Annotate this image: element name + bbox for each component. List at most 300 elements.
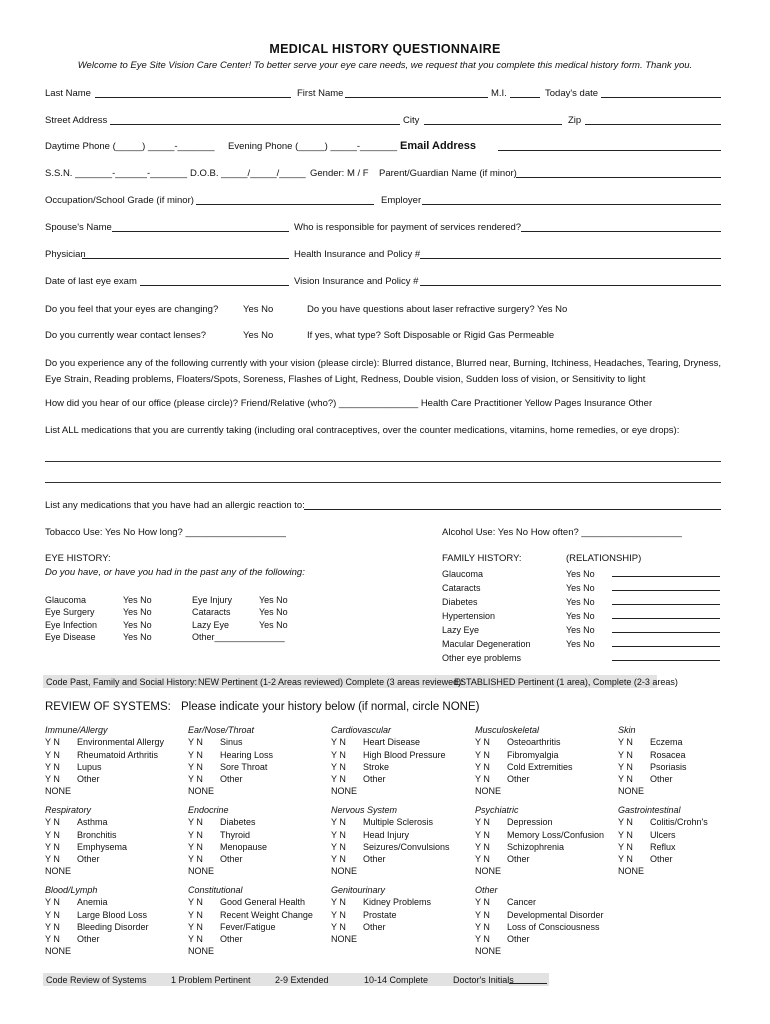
ros-item bbox=[475, 841, 604, 853]
allergic-field[interactable] bbox=[304, 500, 721, 510]
ros-none[interactable]: NONE bbox=[618, 866, 645, 877]
ros-yes-no[interactable]: Y N bbox=[331, 761, 346, 772]
ros-yes-no[interactable]: Y N bbox=[45, 897, 60, 908]
ros-item bbox=[331, 896, 431, 908]
ros-item-label: Environmental Allergy bbox=[77, 737, 165, 748]
ros-yes-no[interactable]: Y N bbox=[188, 737, 203, 748]
ros-item bbox=[45, 761, 164, 773]
ros-group bbox=[45, 884, 149, 958]
ros-yes-no[interactable]: Y N bbox=[331, 829, 346, 840]
ros-item bbox=[618, 773, 687, 785]
ros-item-label: Psoriasis bbox=[650, 761, 687, 772]
daytime-phone-field[interactable]: Daytime Phone (_____) _____-_______ bbox=[45, 141, 215, 152]
ros-item-label: Cold Extremities bbox=[507, 761, 573, 772]
ros-yes-no[interactable]: Y N bbox=[618, 761, 633, 772]
ros-item-label: Heart Disease bbox=[363, 737, 421, 748]
ros-group bbox=[188, 884, 313, 958]
ros-item bbox=[331, 841, 450, 853]
ros-item bbox=[188, 736, 273, 748]
ros-item bbox=[331, 749, 446, 761]
ros-yes-no[interactable]: Y N bbox=[188, 749, 203, 760]
ros-item-label: Memory Loss/Confusion bbox=[507, 829, 605, 840]
ros-yes-no[interactable]: Y N bbox=[188, 921, 203, 932]
ros-yes-no[interactable]: Y N bbox=[188, 854, 203, 865]
ros-none[interactable]: NONE bbox=[45, 866, 72, 877]
ros-item-label: Other bbox=[507, 934, 530, 945]
family-history-item: Lazy Eye Yes No bbox=[442, 623, 720, 637]
eye-history-item: Eye Injury Yes No bbox=[192, 595, 288, 605]
ros-item-label: Developmental Disorder bbox=[507, 909, 604, 920]
ros-item-label: Other bbox=[220, 774, 243, 785]
ros-item bbox=[331, 773, 446, 785]
ros-item-label: Multiple Sclerosis bbox=[363, 817, 434, 828]
street-field[interactable] bbox=[110, 115, 400, 125]
ros-item-label: Other bbox=[220, 934, 243, 945]
eyes-changing-yes-no[interactable]: Yes No bbox=[243, 304, 274, 315]
vision-insurance-label: Vision Insurance and Policy # bbox=[294, 276, 419, 287]
ros-group bbox=[618, 804, 708, 878]
ros-item-label: Sore Throat bbox=[220, 761, 268, 772]
ros-group bbox=[331, 884, 431, 945]
relationship-field[interactable] bbox=[612, 595, 720, 605]
employer-field[interactable] bbox=[422, 195, 721, 205]
city-label: City bbox=[403, 115, 420, 126]
family-history-list bbox=[442, 567, 720, 665]
ros-item-label: Large Blood Loss bbox=[77, 909, 148, 920]
ros-yes-no[interactable]: Y N bbox=[45, 817, 60, 828]
physician-label: Physician bbox=[45, 249, 86, 260]
ros-group bbox=[331, 724, 446, 798]
ros-item-label: Good General Health bbox=[220, 897, 306, 908]
ros-group bbox=[475, 804, 604, 878]
ros-yes-no[interactable]: Y N bbox=[45, 854, 60, 865]
eye-history-col-1 bbox=[45, 594, 152, 643]
ros-item-label: Other bbox=[363, 921, 386, 932]
ros-item-label: Other bbox=[507, 774, 530, 785]
occupation-label: Occupation/School Grade (if minor) bbox=[45, 195, 194, 206]
medications-question: List ALL medications that you are currently taking (including oral contraceptives, over the counter medications, vitamins, home remedies, or eye drops): bbox=[45, 425, 680, 436]
ros-yes-no[interactable]: Y N bbox=[331, 841, 346, 852]
ros-group bbox=[475, 884, 604, 958]
street-label: Street Address bbox=[45, 115, 108, 126]
ros-yes-no[interactable]: Y N bbox=[331, 749, 346, 760]
ros-yes-no[interactable]: Y N bbox=[331, 737, 346, 748]
ros-none[interactable]: NONE bbox=[475, 786, 502, 797]
ros-item bbox=[188, 816, 267, 828]
family-history-item: Macular Degeneration Yes No bbox=[442, 637, 720, 651]
ros-group-title: Constitutional bbox=[188, 885, 243, 895]
ros-item-label: Fibromyalgia bbox=[507, 749, 559, 760]
contact-type-question[interactable]: If yes, what type? Soft Disposable or Rigid Gas Permeable bbox=[307, 330, 555, 341]
ros-group-title: Endocrine bbox=[188, 805, 229, 815]
ros-item bbox=[618, 736, 687, 748]
ros-none[interactable]: NONE bbox=[331, 786, 358, 797]
ros-item bbox=[475, 761, 573, 773]
ros-yes-no[interactable]: Y N bbox=[45, 749, 60, 760]
ros-item bbox=[45, 736, 164, 748]
first-name-field[interactable] bbox=[345, 88, 488, 98]
ros-item-label: Depression bbox=[507, 817, 553, 828]
ros-none[interactable]: NONE bbox=[188, 946, 215, 957]
last-name-label: Last Name bbox=[45, 88, 91, 99]
ros-item bbox=[188, 921, 313, 933]
ros-item bbox=[475, 933, 604, 945]
ros-item bbox=[45, 921, 149, 933]
ros-yes-no[interactable]: Y N bbox=[618, 749, 633, 760]
ros-item-label: Seizures/Convulsions bbox=[363, 841, 450, 852]
ros-group bbox=[45, 804, 127, 878]
ros-item-label: Fever/Fatigue bbox=[220, 921, 276, 932]
ros-item bbox=[475, 816, 604, 828]
physician-field[interactable] bbox=[82, 249, 289, 259]
ros-item-label: Ulcers bbox=[650, 829, 676, 840]
ros-item-label: Other bbox=[363, 854, 386, 865]
ros-heading: REVIEW OF SYSTEMS: bbox=[45, 701, 171, 713]
ros-item-label: Rosacea bbox=[650, 749, 686, 760]
payment-label: Who is responsible for payment of services rendered? bbox=[294, 222, 522, 233]
last-exam-label: Date of last eye exam bbox=[45, 276, 137, 287]
last-name-field[interactable] bbox=[95, 88, 291, 98]
ros-item bbox=[618, 829, 708, 841]
ros-item-label: Diabetes bbox=[220, 817, 256, 828]
ros-yes-no[interactable]: Y N bbox=[188, 841, 203, 852]
family-history-item: Other eye problems bbox=[442, 651, 720, 665]
dob-field[interactable]: D.O.B. _____/_____/_____ bbox=[190, 168, 306, 179]
ros-item bbox=[188, 896, 313, 908]
ros-item-label: Menopause bbox=[220, 841, 268, 852]
ros-group-title: Cardiovascular bbox=[331, 725, 392, 735]
ros-item bbox=[188, 853, 267, 865]
ros-yes-no[interactable]: Y N bbox=[618, 854, 633, 865]
medications-line-2[interactable] bbox=[45, 482, 721, 483]
ros-item-label: Eczema bbox=[650, 737, 683, 748]
ros-yes-no[interactable]: Y N bbox=[475, 829, 490, 840]
todays-date-label: Today's date bbox=[545, 88, 599, 99]
code-ros-pertinent[interactable]: 1 Problem Pertinent bbox=[171, 975, 251, 985]
ros-item-label: Prostate bbox=[363, 909, 397, 920]
ros-group-title: Nervous System bbox=[331, 805, 398, 815]
ros-group-title: Immune/Allergy bbox=[45, 725, 108, 735]
eye-history-item: Eye Disease Yes No bbox=[45, 631, 152, 642]
ros-instruction: Please indicate your history below (if normal, circle NONE) bbox=[181, 701, 480, 713]
ros-group-title: Blood/Lymph bbox=[45, 885, 98, 895]
ros-yes-no[interactable]: Y N bbox=[475, 854, 490, 865]
ros-item-label: Emphysema bbox=[77, 841, 128, 852]
ros-item bbox=[45, 829, 127, 841]
hear-of-office-question[interactable]: How did you hear of our office (please circle)? Friend/Relative (who?) _______________ Health Care Practitioner Yellow Pages Insurance Other bbox=[45, 398, 653, 409]
ros-item-label: High Blood Pressure bbox=[363, 749, 446, 760]
relationship-field[interactable] bbox=[612, 637, 720, 647]
alcohol-question[interactable]: Alcohol Use: Yes No How often? ___________________ bbox=[442, 527, 682, 538]
ros-yes-no[interactable]: Y N bbox=[331, 897, 346, 908]
ros-item-label: Other bbox=[77, 774, 100, 785]
ros-item-label: Reflux bbox=[650, 841, 676, 852]
ros-item bbox=[188, 761, 273, 773]
ros-item bbox=[475, 829, 604, 841]
medications-line-1[interactable] bbox=[45, 461, 721, 462]
eye-history-item: Eye Infection Yes No bbox=[45, 619, 152, 630]
family-history-item: Hypertension Yes No bbox=[442, 609, 720, 623]
ros-item bbox=[45, 909, 149, 921]
ros-item-label: Other bbox=[363, 774, 386, 785]
ros-item bbox=[45, 816, 127, 828]
ros-item bbox=[618, 749, 687, 761]
zip-label: Zip bbox=[568, 115, 582, 126]
ros-none[interactable]: NONE bbox=[188, 786, 215, 797]
ros-yes-no[interactable]: Y N bbox=[45, 761, 60, 772]
ros-yes-no[interactable]: Y N bbox=[45, 737, 60, 748]
ros-item-label: Schizophrenia bbox=[507, 841, 565, 852]
eye-history-col-2 bbox=[192, 594, 288, 643]
guardian-field[interactable] bbox=[516, 168, 721, 178]
ros-item-label: Colitis/Crohn's bbox=[650, 817, 708, 828]
relationship-field[interactable] bbox=[612, 623, 720, 633]
ros-yes-no[interactable]: Y N bbox=[45, 774, 60, 785]
ros-yes-no[interactable]: Y N bbox=[475, 909, 490, 920]
ros-yes-no[interactable]: Y N bbox=[475, 774, 490, 785]
doctors-initials-field[interactable] bbox=[509, 975, 547, 984]
ros-group-title: Musculoskeletal bbox=[475, 725, 540, 735]
ros-item-label: Thyroid bbox=[220, 829, 251, 840]
ros-group bbox=[45, 724, 164, 798]
ros-item-label: Lupus bbox=[77, 761, 102, 772]
ros-item-label: Other bbox=[650, 854, 673, 865]
ros-yes-no[interactable]: Y N bbox=[475, 921, 490, 932]
code-ros-extended[interactable]: 2-9 Extended bbox=[275, 975, 329, 985]
ros-yes-no[interactable]: Y N bbox=[45, 909, 60, 920]
symptoms-question[interactable]: Do you experience any of the following currently with your vision (please circle): Blurred distance, Blurred near, Burning, Itchiness, Headaches, Tearing, Dryness, Eye Strain, Reading problems, Floaters/Spots, Soreness, Flashes of Light, Redness, Double vision, Sudden loss of vision, or Sensitivity to light bbox=[45, 358, 721, 385]
laser-question: Do you have questions about laser refractive surgery? bbox=[307, 304, 535, 315]
doctors-initials-label: Doctor's Initials bbox=[453, 975, 514, 985]
ros-item bbox=[45, 773, 164, 785]
ros-item-label: Other bbox=[77, 934, 100, 945]
ros-item bbox=[331, 829, 450, 841]
ros-item bbox=[331, 909, 431, 921]
welcome-text: Welcome to Eye Site Vision Care Center! To better serve your eye care needs, we request that you complete this medical history form. Thank you. bbox=[77, 60, 693, 71]
family-history-item: Diabetes Yes No bbox=[442, 595, 720, 609]
gender-field[interactable]: Gender: M / F bbox=[310, 168, 369, 179]
ros-yes-no[interactable]: Y N bbox=[331, 774, 346, 785]
ros-item-label: Anemia bbox=[77, 897, 108, 908]
ros-item-label: Loss of Consciousness bbox=[507, 921, 600, 932]
ros-group bbox=[618, 724, 687, 798]
ros-yes-no[interactable]: Y N bbox=[331, 854, 346, 865]
zip-field[interactable] bbox=[585, 115, 721, 125]
city-field[interactable] bbox=[424, 115, 562, 125]
occupation-field[interactable] bbox=[196, 195, 374, 205]
ros-yes-no[interactable]: Y N bbox=[331, 909, 346, 920]
last-exam-field[interactable] bbox=[140, 276, 289, 286]
code-ros-complete[interactable]: 10-14 Complete bbox=[364, 975, 429, 985]
ros-group-title: Respiratory bbox=[45, 805, 92, 815]
ros-yes-no[interactable]: Y N bbox=[475, 841, 490, 852]
ros-item-label: Other bbox=[77, 854, 100, 865]
ros-yes-no[interactable]: Y N bbox=[618, 737, 633, 748]
guardian-label: Parent/Guardian Name (if minor) bbox=[379, 168, 517, 179]
laser-yes-no[interactable]: Yes No bbox=[537, 304, 568, 315]
ros-yes-no[interactable]: Y N bbox=[45, 829, 60, 840]
family-history-item: Cataracts Yes No bbox=[442, 581, 720, 595]
ros-item-label: Hearing Loss bbox=[220, 749, 274, 760]
ros-yes-no[interactable]: Y N bbox=[188, 897, 203, 908]
ros-item-label: Bronchitis bbox=[77, 829, 117, 840]
ros-item-label: Other bbox=[650, 774, 673, 785]
ros-item bbox=[475, 896, 604, 908]
ros-item bbox=[475, 909, 604, 921]
ros-item bbox=[331, 761, 446, 773]
ros-item-label: Bleeding Disorder bbox=[77, 921, 149, 932]
eye-history-item: Other______________ bbox=[192, 631, 285, 642]
ros-item-label: Stroke bbox=[363, 761, 390, 772]
ros-item-label: Kidney Problems bbox=[363, 897, 432, 908]
code-history-established[interactable]: ESTABLISHED Pertinent (1 area), Complete (2-3 areas) bbox=[454, 677, 678, 687]
ros-none[interactable]: NONE bbox=[475, 946, 502, 957]
relationship-heading: (RELATIONSHIP) bbox=[566, 553, 642, 564]
code-ros-label: Code Review of Systems bbox=[46, 975, 147, 985]
ros-yes-no[interactable]: Y N bbox=[475, 737, 490, 748]
first-name-label: First Name bbox=[297, 88, 344, 99]
ros-item bbox=[475, 749, 573, 761]
ros-group-title: Ear/Nose/Throat bbox=[188, 725, 255, 735]
ros-item bbox=[331, 816, 450, 828]
ros-group-title: Skin bbox=[618, 725, 636, 735]
ros-item bbox=[475, 736, 573, 748]
relationship-field[interactable] bbox=[612, 581, 720, 591]
ros-item bbox=[188, 909, 313, 921]
ros-item bbox=[188, 773, 273, 785]
ros-yes-no[interactable]: Y N bbox=[188, 774, 203, 785]
ros-yes-no[interactable]: Y N bbox=[45, 921, 60, 932]
ros-group-title: Gastrointestinal bbox=[618, 805, 681, 815]
ros-yes-no[interactable]: Y N bbox=[188, 909, 203, 920]
eye-history-subheading: Do you have, or have you had in the past any of the following: bbox=[45, 567, 305, 578]
family-history-item: Glaucoma Yes No bbox=[442, 567, 720, 581]
ros-item bbox=[618, 816, 708, 828]
ssn-field[interactable]: S.S.N. _______-______-_______ bbox=[45, 168, 188, 179]
vision-insurance-field[interactable] bbox=[420, 276, 721, 286]
ros-yes-no[interactable]: Y N bbox=[618, 841, 633, 852]
ros-item bbox=[618, 853, 708, 865]
ros-item bbox=[475, 853, 604, 865]
ros-item bbox=[188, 749, 273, 761]
ros-item bbox=[188, 933, 313, 945]
payment-field[interactable] bbox=[521, 222, 721, 232]
ros-yes-no[interactable]: Y N bbox=[188, 829, 203, 840]
ros-item-label: Other bbox=[220, 854, 243, 865]
code-history-label: Code Past, Family and Social History: bbox=[46, 677, 198, 687]
evening-phone-field[interactable]: Evening Phone (_____) _____-_______ bbox=[228, 141, 398, 152]
relationship-field[interactable] bbox=[612, 651, 720, 661]
email-field[interactable] bbox=[498, 141, 721, 151]
ros-item bbox=[618, 761, 687, 773]
ros-none[interactable]: NONE bbox=[618, 786, 645, 797]
ros-yes-no[interactable]: Y N bbox=[475, 817, 490, 828]
ros-none[interactable]: NONE bbox=[45, 946, 72, 957]
tobacco-question[interactable]: Tobacco Use: Yes No How long? ___________________ bbox=[45, 527, 286, 538]
spouse-label: Spouse's Name bbox=[45, 222, 112, 233]
todays-date-field[interactable] bbox=[601, 88, 721, 98]
ros-group bbox=[188, 804, 267, 878]
ros-none[interactable]: NONE bbox=[331, 866, 358, 877]
ros-item-label: Other bbox=[507, 854, 530, 865]
ros-group bbox=[475, 724, 573, 798]
eye-history-item: Lazy Eye Yes No bbox=[192, 619, 288, 630]
contacts-question: Do you currently wear contact lenses? bbox=[45, 330, 207, 341]
ros-group bbox=[331, 804, 450, 878]
relationship-field[interactable] bbox=[612, 567, 720, 577]
ros-none[interactable]: NONE bbox=[45, 786, 72, 797]
ros-item bbox=[475, 773, 573, 785]
mi-label: M.I. bbox=[491, 88, 507, 99]
spouse-field[interactable] bbox=[112, 222, 289, 232]
eye-history-item: Glaucoma Yes No bbox=[45, 595, 152, 605]
ros-item bbox=[475, 921, 604, 933]
ros-none[interactable]: NONE bbox=[188, 866, 215, 877]
ros-item-label: Osteoarthritis bbox=[507, 737, 561, 748]
ros-yes-no[interactable]: Y N bbox=[618, 774, 633, 785]
ros-yes-no[interactable]: Y N bbox=[331, 817, 346, 828]
ros-yes-no[interactable]: Y N bbox=[618, 817, 633, 828]
contacts-yes-no[interactable]: Yes No bbox=[243, 330, 274, 341]
ros-none[interactable]: NONE bbox=[331, 934, 358, 945]
ros-item bbox=[45, 853, 127, 865]
ros-item-label: Rheumatoid Arthritis bbox=[77, 749, 159, 760]
mi-field[interactable] bbox=[510, 88, 540, 98]
ros-item-label: Sinus bbox=[220, 737, 243, 748]
ros-group bbox=[188, 724, 273, 798]
ros-item bbox=[45, 933, 149, 945]
ros-yes-no[interactable]: Y N bbox=[188, 934, 203, 945]
ros-yes-no[interactable]: Y N bbox=[475, 761, 490, 772]
allergic-question: List any medications that you have had an allergic reaction to: bbox=[45, 500, 305, 511]
ros-item bbox=[331, 921, 431, 933]
ros-item bbox=[188, 829, 267, 841]
ros-yes-no[interactable]: Y N bbox=[331, 921, 346, 932]
eye-history-item: Cataracts Yes No bbox=[192, 607, 288, 618]
ros-item bbox=[331, 736, 446, 748]
ros-yes-no[interactable]: Y N bbox=[188, 817, 203, 828]
relationship-field[interactable] bbox=[612, 609, 720, 619]
ros-group-title: Psychiatric bbox=[475, 805, 519, 815]
ros-item-label: Recent Weight Change bbox=[220, 909, 313, 920]
ros-item bbox=[45, 841, 127, 853]
eyes-changing-question: Do you feel that your eyes are changing? bbox=[45, 304, 219, 315]
ros-yes-no[interactable]: Y N bbox=[618, 829, 633, 840]
family-history-heading: FAMILY HISTORY: bbox=[442, 553, 522, 564]
ros-item bbox=[45, 749, 164, 761]
ros-item bbox=[331, 853, 450, 865]
health-insurance-label: Health Insurance and Policy # bbox=[294, 249, 421, 260]
ros-none[interactable]: NONE bbox=[475, 866, 502, 877]
eye-history-heading: EYE HISTORY: bbox=[45, 553, 111, 564]
code-history-new[interactable]: NEW Pertinent (1-2 Areas reviewed) Complete (3 areas reviewed): bbox=[198, 677, 464, 687]
ros-yes-no[interactable]: Y N bbox=[45, 934, 60, 945]
employer-label: Employer bbox=[381, 195, 422, 206]
ros-item-label: Cancer bbox=[507, 897, 537, 908]
ros-yes-no[interactable]: Y N bbox=[475, 897, 490, 908]
ros-group-title: Other bbox=[475, 885, 498, 895]
page-title: MEDICAL HISTORY QUESTIONNAIRE bbox=[269, 42, 501, 56]
ros-yes-no[interactable]: Y N bbox=[188, 761, 203, 772]
eye-history-item: Eye Surgery Yes No bbox=[45, 607, 152, 618]
ros-item-label: Asthma bbox=[77, 817, 108, 828]
ros-yes-no[interactable]: Y N bbox=[45, 841, 60, 852]
health-insurance-field[interactable] bbox=[420, 249, 721, 259]
ros-item bbox=[618, 841, 708, 853]
ros-yes-no[interactable]: Y N bbox=[475, 749, 490, 760]
email-label: Email Address bbox=[400, 140, 477, 152]
ros-yes-no[interactable]: Y N bbox=[475, 934, 490, 945]
